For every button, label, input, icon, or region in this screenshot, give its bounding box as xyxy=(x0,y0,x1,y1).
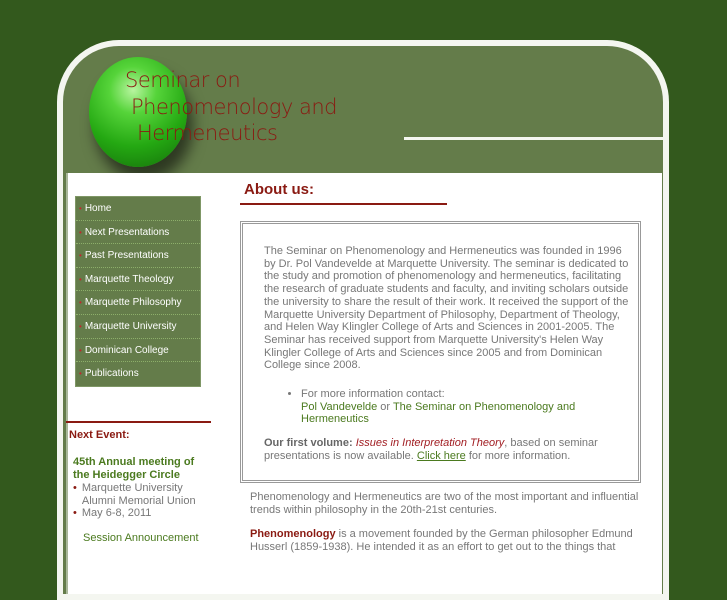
site-header xyxy=(63,46,663,173)
event-date: • May 6-8, 2011 xyxy=(73,507,152,519)
nav-publications[interactable] xyxy=(76,362,200,386)
bullet-icon: • xyxy=(79,274,82,284)
page-frame xyxy=(57,40,669,600)
bullet-icon: • xyxy=(79,321,82,331)
bullet-icon: • xyxy=(79,345,82,355)
contact-item xyxy=(301,388,629,426)
bullet-icon: • xyxy=(79,369,82,379)
session-announcement-link[interactable]: Session Announcement xyxy=(83,531,199,544)
site-title-line-1: Seminar on xyxy=(125,68,241,92)
bullet-icon: • xyxy=(79,204,82,213)
nav-label: Publications xyxy=(84,368,139,380)
title-underline xyxy=(240,203,447,205)
nav-label: Past Presentations xyxy=(84,250,169,262)
nav-marquette-university[interactable] xyxy=(76,315,200,339)
volume-title: Issues in Interpretation Theory xyxy=(355,437,505,450)
about-box xyxy=(240,221,641,483)
volume-text: Our first volume: Issues in Interpretation Theory, based on seminar presentations is now available. Click here for more information. xyxy=(264,437,598,462)
nav-marquette-philosophy[interactable] xyxy=(76,291,200,315)
pol-vandevelde-link[interactable]: Pol Vandevelde xyxy=(301,400,378,413)
nav-marquette-theology[interactable] xyxy=(76,268,200,292)
next-event-heading: Next Event: xyxy=(69,429,130,441)
sidebar-nav xyxy=(75,196,201,387)
paragraph-2: Phenomenology is a movement founded by the German philosopher Edmund Husserl (1859-1938). He intended it as an effort to get out to the things that xyxy=(250,528,633,553)
nav-label: Marquette Philosophy xyxy=(84,297,182,309)
nav-label: Marquette University xyxy=(84,320,177,332)
bullet-icon: • xyxy=(79,251,82,261)
seminar-link[interactable]: The Seminar on Phenomenology and Hermeneutics xyxy=(301,400,576,426)
nav-home[interactable] xyxy=(76,197,200,221)
nav-past-presentations[interactable] xyxy=(76,244,200,268)
bullet-icon: • xyxy=(79,227,82,237)
nav-next-presentations[interactable] xyxy=(76,221,200,245)
phenomenology-term: Phenomenology xyxy=(250,528,336,540)
event-name: 45th Annual meeting of the Heidegger Circle xyxy=(73,456,195,481)
site-title-line-2: Phenomenology and xyxy=(131,95,337,119)
click-here-link[interactable]: Click here xyxy=(416,449,466,462)
nav-dominican-college[interactable] xyxy=(76,339,200,363)
site-title-line-3: Hermeneutics xyxy=(137,121,278,145)
nav-label: Next Presentations xyxy=(84,226,170,238)
next-event-panel xyxy=(66,421,211,544)
nav-label: Home xyxy=(84,203,112,214)
contact-label: For more information contact: xyxy=(301,388,445,401)
page-title: About us: xyxy=(244,181,314,198)
nav-label: Marquette Theology xyxy=(84,273,174,285)
volume-label: Our first volume: xyxy=(264,437,353,450)
content-area xyxy=(66,173,662,600)
or-text: or xyxy=(377,400,393,413)
bullet-icon: • xyxy=(79,298,82,308)
header-divider xyxy=(404,137,664,140)
nav-label: Dominican College xyxy=(84,344,169,356)
intro-text: The Seminar on Phenomenology and Hermeneutics was founded in 1996 by Dr. Pol Vandevelde at Marquette University. The seminar is dedicated to the study and promotion of phenomenology and hermeneutics, facilitating the research of graduate students and faculty, and inviting scholars outside the university to share the result of their work. It received the support of the Marquette University Department of Philosophy, Department of Theology, and Helen Way Klingler College of Arts and Sciences in 2001-2005. The Seminar has received support from Marquette University's Helen Way Klingler College of Arts and Sciences since 2005 and from Dominican College since 2008. xyxy=(264,245,629,372)
event-location: • Marquette University Alumni Memorial Union xyxy=(73,482,196,507)
paragraph-1: Phenomenology and Hermeneutics are two of the most important and influential trends within philosophy in the 20th-21st centuries. xyxy=(250,491,639,516)
